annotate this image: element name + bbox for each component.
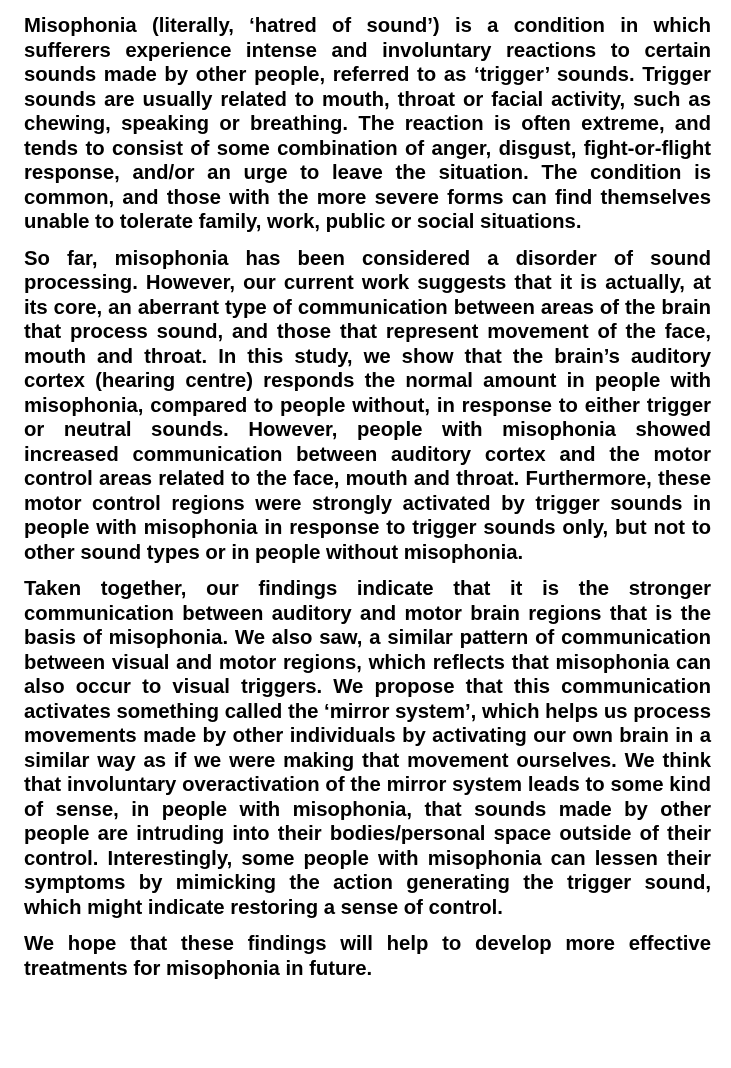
document-body — [24, 14, 711, 981]
paragraph-findings: Taken together, our findings indicate that it is the stronger communication between auditory and motor brain regions that is the basis of misophonia. We also saw, a similar pattern of communication between visual and motor regions, which reflects that misophonia can also occur to visual triggers. We propose that this communication activates something called the ‘mirror system’, which helps us process movements made by other individuals by activating our own brain in a similar way as if we were making that movement ourselves. We think that involuntary overactivation of the mirror system leads to some kind of sense, in people with misophonia, that sounds made by other people are intruding into their bodies/personal space outside of their control. Interestingly, some people with misophonia can lessen their symptoms by mimicking the action generating the trigger sound, which might indicate restoring a sense of control. — [24, 578, 711, 919]
paragraph-definition: Misophonia (literally, ‘hatred of sound’) is a condition in which sufferers experience intense and involuntary reactions to certain sounds made by other people, referred to as ‘trigger’ sounds. Trigger sounds are usually related to mouth, throat or facial activity, such as chewing, speaking or breathing. The reaction is often extreme, and tends to consist of some combination of anger, disgust, fight-or-flight response, and/or an urge to leave the situation. The condition is common, and those with the more severe forms can find themselves unable to tolerate family, work, public or social situations. — [24, 15, 711, 233]
paragraph-conclusion: We hope that these findings will help to develop more effective treatments for misophonia in future. — [24, 933, 711, 980]
paragraph-current-work: So far, misophonia has been considered a disorder of sound processing. However, our current work suggests that it is actually, at its core, an aberrant type of communication between areas of the brain that process sound, and those that represent movement of the face, mouth and throat. In this study, we show that the brain’s auditory cortex (hearing centre) responds the normal amount in people with misophonia, compared to people without, in response to either trigger or neutral sounds. However, people with misophonia showed increased communication between auditory cortex and the motor control areas related to the face, mouth and throat. Furthermore, these motor control regions were strongly activated by trigger sounds in people with misophonia in response to trigger sounds only, but not to other sound types or in people without misophonia. — [24, 247, 711, 564]
